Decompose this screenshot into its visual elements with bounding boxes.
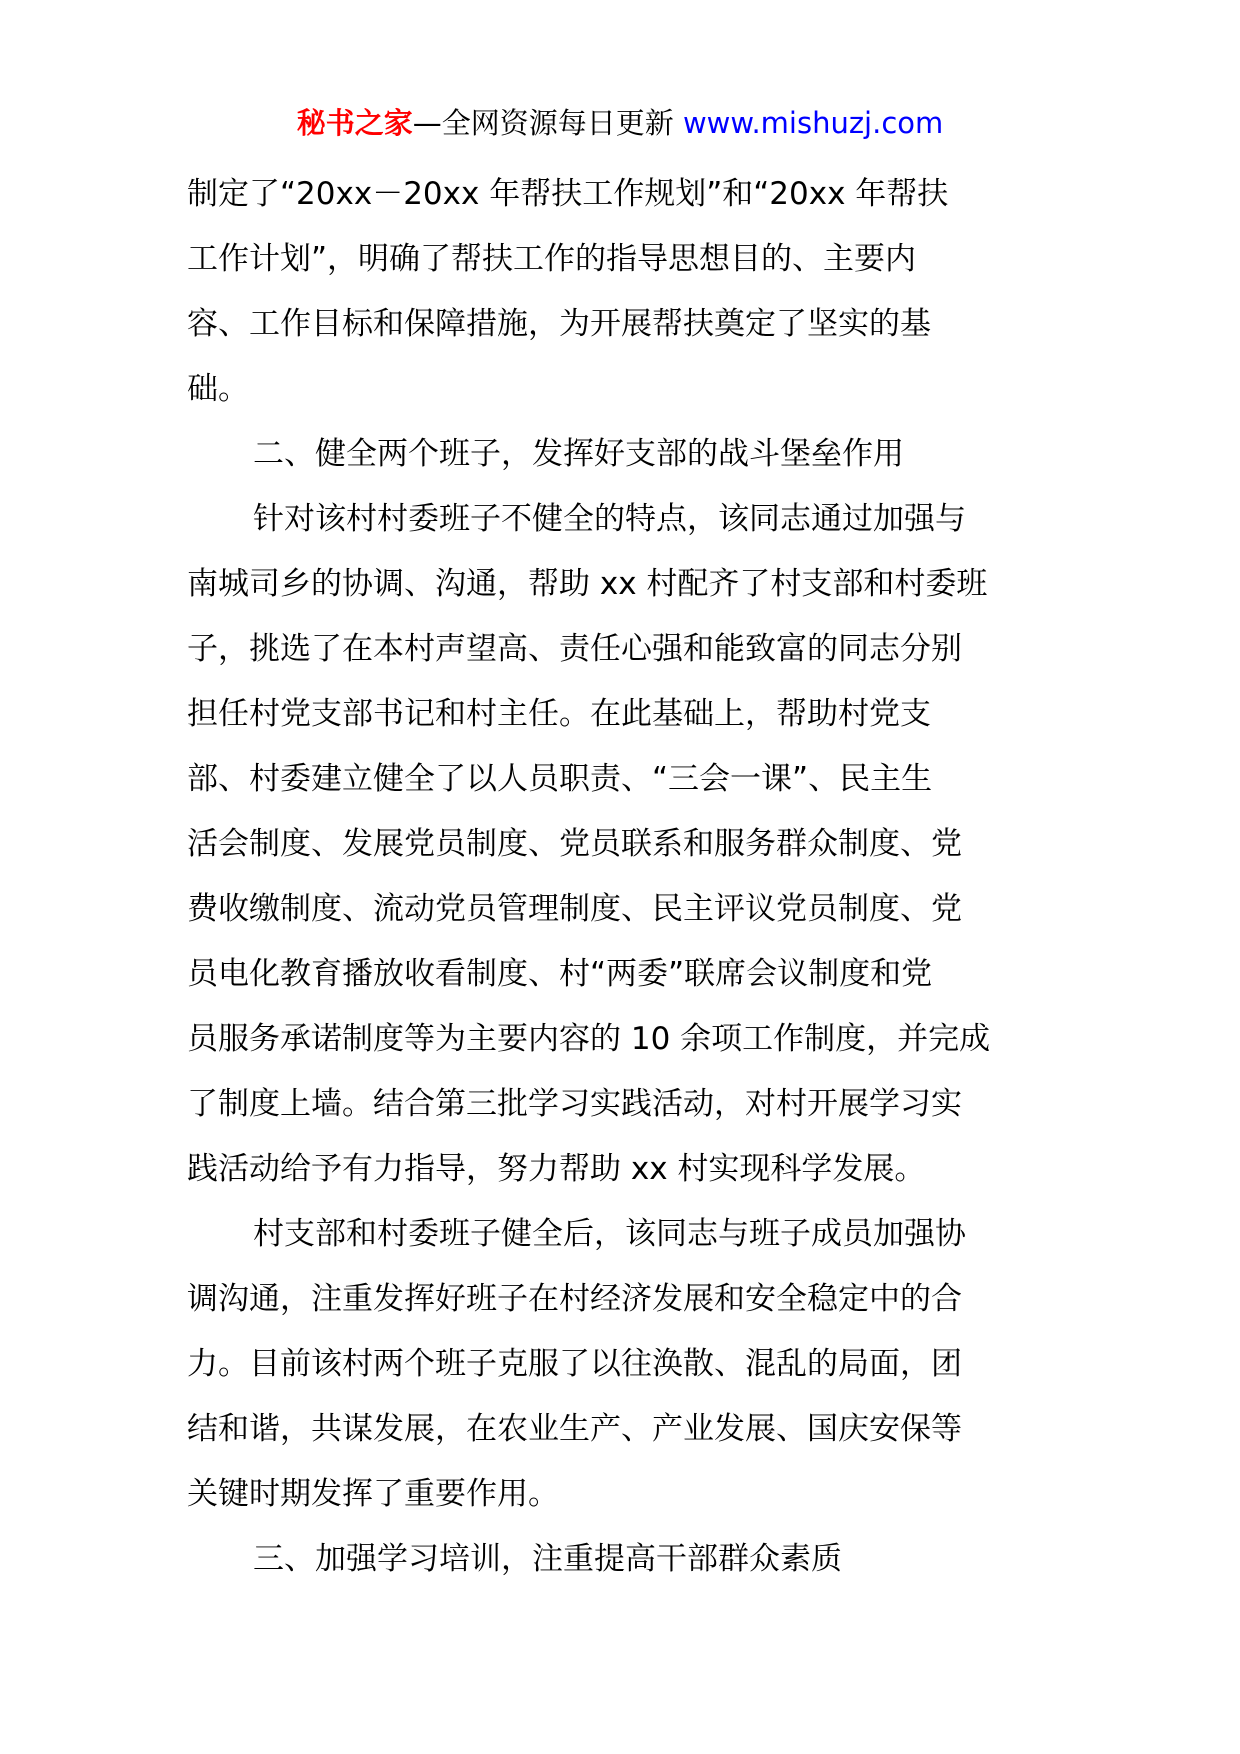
text-line: 础。: [187, 371, 249, 407]
text-line: 关键时期发挥了重要作用。: [187, 1476, 559, 1512]
text-line: 担任村党支部书记和村主任。在此基础上，帮助村党支: [187, 696, 931, 732]
text-line: 村支部和村委班子健全后，该同志与班子成员加强协: [253, 1216, 966, 1252]
text-line: 工作计划”，明确了帮扶工作的指导思想目的、主要内: [187, 241, 917, 277]
text-line: 践活动给予有力指导，努力帮助 xx 村实现科学发展。: [187, 1151, 926, 1187]
text-line: 针对该村村委班子不健全的特点，该同志通过加强与: [253, 501, 966, 537]
site-brand: 秘书之家: [296, 106, 413, 140]
text-line: 结和谐，共谋发展，在农业生产、产业发展、国庆安保等: [187, 1411, 962, 1447]
text-line: 活会制度、发展党员制度、党员联系和服务群众制度、党: [187, 826, 962, 862]
text-line: 容、工作目标和保障措施，为开展帮扶奠定了坚实的基: [187, 306, 931, 342]
text-line: 员电化教育播放收看制度、村“两委”联席会议制度和党: [187, 956, 933, 992]
text-line: 制定了“20xx－20xx 年帮扶工作规划”和“20xx 年帮扶: [187, 176, 949, 212]
text-line: 力。目前该村两个班子克服了以往涣散、混乱的局面，团: [187, 1346, 962, 1382]
text-line: 了制度上墙。结合第三批学习实践活动，对村开展学习实: [187, 1086, 962, 1122]
text-line: 南城司乡的协调、沟通，帮助 xx 村配齐了村支部和村委班: [187, 566, 988, 602]
site-header: [0, 102, 1240, 144]
site-tagline: —全网资源每日更新: [412, 106, 683, 140]
section-heading: 三、加强学习培训，注重提高干部群众素质: [253, 1541, 842, 1577]
section-heading: 二、健全两个班子，发挥好支部的战斗堡垒作用: [253, 436, 904, 472]
text-line: 调沟通，注重发挥好班子在村经济发展和安全稳定中的合: [187, 1281, 962, 1317]
text-line: 部、村委建立健全了以人员职责、“三会一课”、民主生: [187, 761, 933, 797]
text-line: 费收缴制度、流动党员管理制度、民主评议党员制度、党: [187, 891, 962, 927]
text-line: 子，挑选了在本村声望高、责任心强和能致富的同志分别: [187, 631, 962, 667]
site-url-link[interactable]: www.mishuzj.com: [682, 106, 944, 140]
text-line: 员服务承诺制度等为主要内容的 10 余项工作制度，并完成: [187, 1021, 991, 1057]
document-body: [187, 162, 1057, 1592]
